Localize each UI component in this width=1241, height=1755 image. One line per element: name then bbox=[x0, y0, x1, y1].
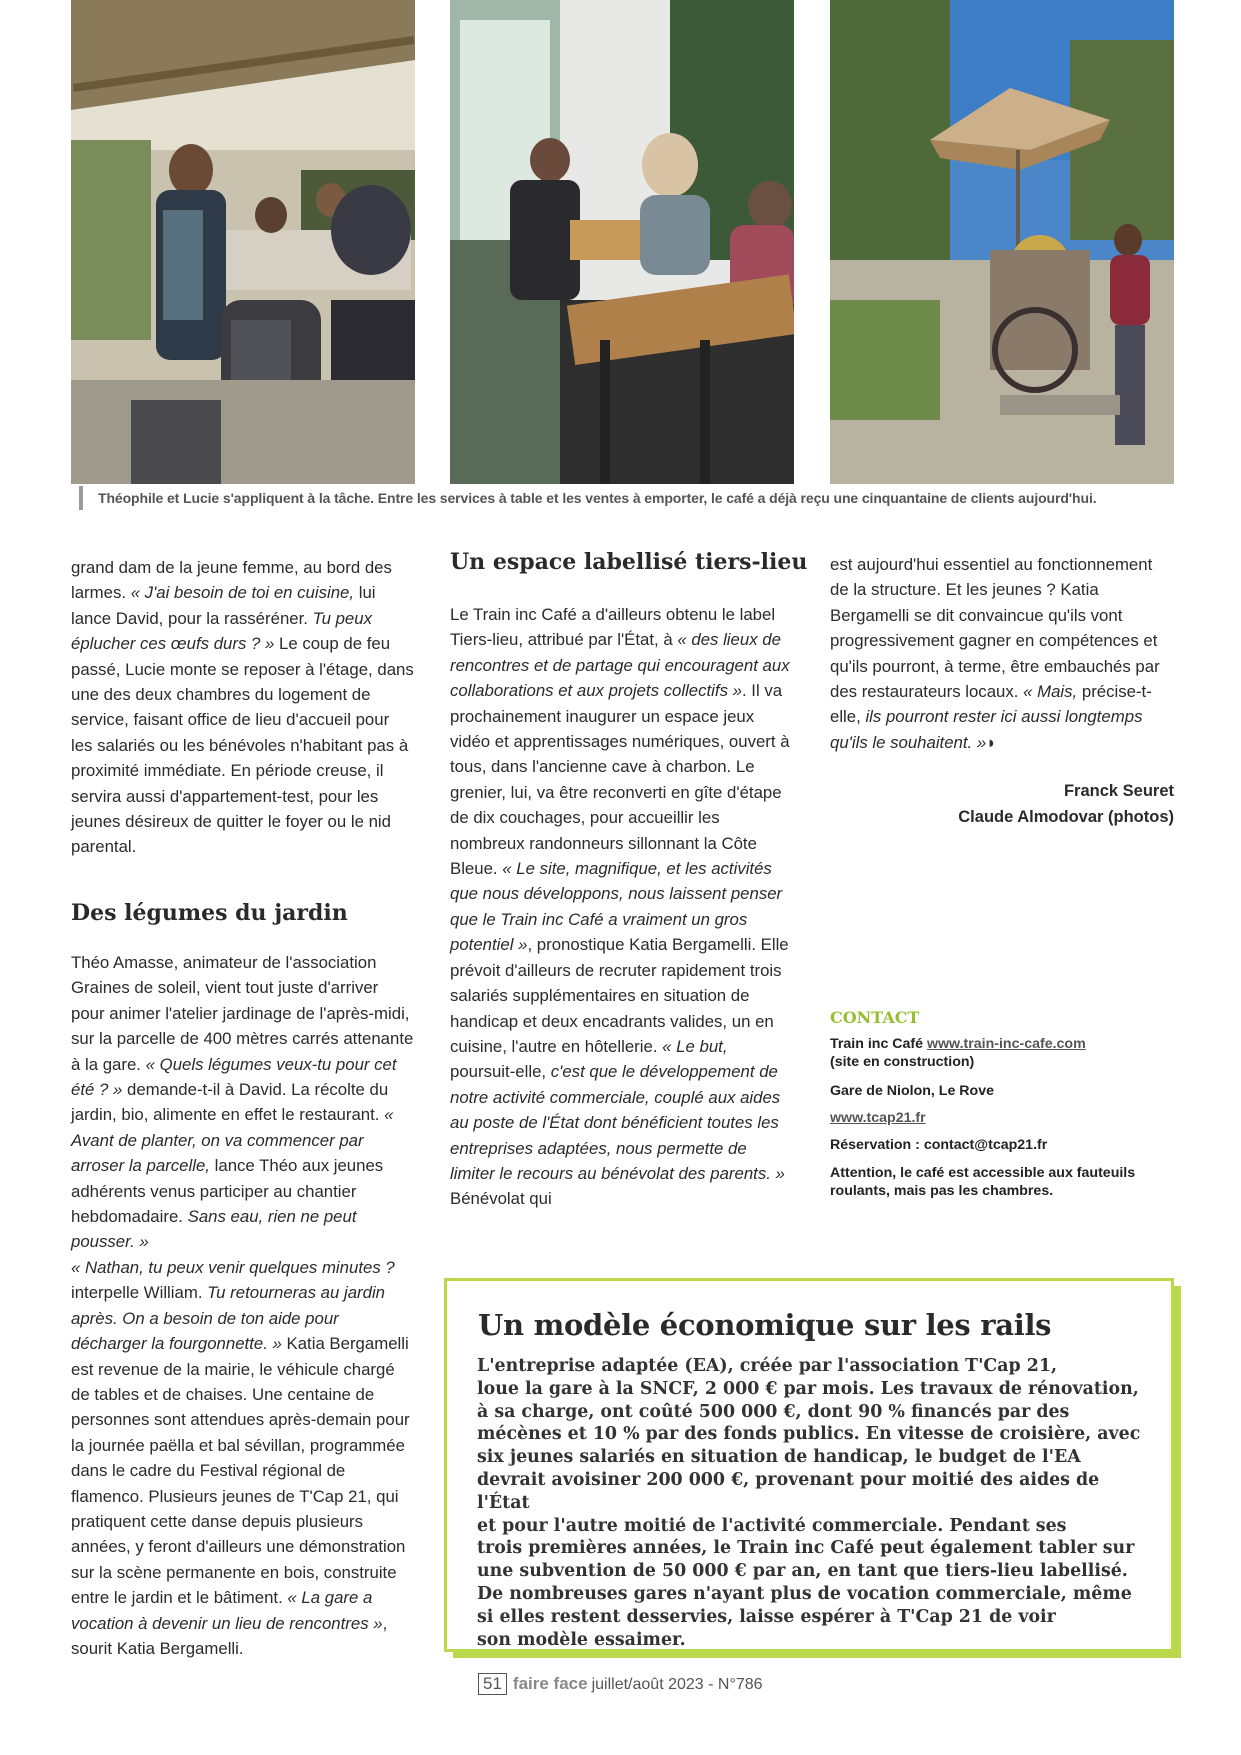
contact-site-note: (site en construction) bbox=[830, 1054, 975, 1070]
box-title: Un modèle économique sur les rails bbox=[478, 1308, 1052, 1342]
magazine-brand: faire face bbox=[512, 1674, 588, 1693]
box-line: si elles restent desservies, laisse espérer à T'Cap 21 de voir bbox=[477, 1606, 1056, 1627]
contact-cafe: Train inc Café www.train-inc-cafe.com bbox=[830, 1036, 1086, 1052]
end-mark-icon: ◗ bbox=[986, 732, 997, 752]
paragraph: grand dam de la jeune femme, au bord des larmes. « J'ai besoin de toi en cuisine, lui lance David, pour la rasséréner. Tu peux éplucher ces œufs durs ? » Le coup de feu passé, Lucie monte se reposer à l'étage, dans une des deux chambres du logement de service, faisant office de lieu d'accueil pour les salariés ou les bénévoles n'habitant pas à proximité immédiate. En période creuse, il servira aussi d'appartement-test, pour les jeunes désireux de quitter le foyer ou le nid parental. bbox=[71, 558, 414, 857]
box-line: devrait avoisiner 200 000 €, provenant pour moitié des aides de l'État bbox=[477, 1469, 1100, 1513]
box-line: De nombreuses gares n'ayant plus de vocation commerciale, même bbox=[477, 1583, 1132, 1604]
issue-info: juillet/août 2023 - N°786 bbox=[591, 1676, 763, 1693]
paragraph: Théo Amasse, animateur de l'association Graines de soleil, vient tout juste d'arriver pour animer l'atelier jardinage de l'après-midi, sur la parcelle de 400 mètres carrés attenante à la gare. « Quels légumes veux-tu pour cet été ? » demande-t-il à David. La récolte du jardin, bio, alimente en effet le restaurant. « Avant de planter, on va commencer par arroser la parcelle, lance Théo aux jeunes adhérents venus participer au chantier hebdomadaire. Sans eau, rien ne peut pousser. » bbox=[71, 953, 414, 1252]
section-heading-tiers-lieu: Un espace labellisé tiers-lieu bbox=[450, 549, 808, 575]
contact-title: CONTACT bbox=[830, 1008, 920, 1027]
box-text bbox=[477, 1355, 1153, 1651]
section-heading-legumes: Des légumes du jardin bbox=[71, 900, 348, 926]
cafe-website-link[interactable]: www.train-inc-cafe.com bbox=[926, 1036, 1086, 1052]
author-name: Franck Seuret bbox=[1063, 782, 1174, 800]
photo-caption: Théophile et Lucie s'appliquent à la tâche. Entre les services à table et les ventes à emporter, le café a déjà reçu une cinquantaine de clients aujourd'hui. bbox=[98, 490, 1097, 506]
contact-accessibility-note: Attention, le café est accessible aux fauteuils roulants, mais pas les chambres. bbox=[830, 1165, 1136, 1199]
box-line: L'entreprise adaptée (EA), créée par l'association T'Cap 21, bbox=[477, 1356, 1058, 1376]
box-line: mécènes et 10 % par des fonds publics. En vitesse de croisière, avec bbox=[477, 1424, 1141, 1445]
box-line: et pour l'autre moitié de l'activité commerciale. Pendant ses bbox=[477, 1515, 1067, 1536]
caption-marker bbox=[79, 486, 83, 510]
photo-terrace-service bbox=[71, 0, 415, 484]
article-column-2 bbox=[450, 602, 796, 1212]
article-column-1 bbox=[71, 555, 415, 860]
paragraph: est aujourd'hui essentiel au fonctionnement de la structure. Et les jeunes ? Katia Bergamelli se dit convaincue qu'ils vont progressivement gagner en compétences et qu'ils pourront, à terme, être embauchés par des restaurateurs locaux. « Mais, précise-t-elle, ils pourront rester ici aussi longtemps qu'ils le souhaitent. »◗ bbox=[830, 555, 1160, 752]
contact-address: Gare de Niolon, Le Rove bbox=[830, 1083, 994, 1099]
page-footer bbox=[478, 1673, 763, 1695]
paragraph: Le Train inc Café a d'ailleurs obtenu le label Tiers-lieu, attribué par l'État, à « des lieux de rencontres et de partage qui encouragent aux collaborations et aux projets collectifs ». Il va prochainement inaugurer un espace jeux vidéo et apprentissages numériques, ouvert à tous, dans l'ancienne cave à charbon. Le grenier, lui, va être reconverti en gîte d'étape de dix couchages, pour accueillir les nombreux randonneurs sillonnant la Côte Bleue. « Le site, magnifique, et les activités que nous développons, nous laissent penser que le Train inc Café a vraiment un gros potentiel », pronostique Katia Bergamelli. Elle prévoit d'ailleurs de recruter rapidement trois salariés supplémentaires en situation de handicap et deux encadrants valides, un en cuisine, l'autre en hôtellerie. « Le but, poursuit-elle, c'est que le développement de notre activité commerciale, couplé aux aides au poste de l'État dont bénéficient toutes les entreprises adaptées, nous permette de limiter le recours au bénévolat des parents. » Bénévolat qui bbox=[450, 605, 790, 1209]
box-line: six jeunes salariés en situation de handicap, le budget de l'EA bbox=[477, 1447, 1081, 1468]
article-column-1-continued bbox=[71, 950, 415, 1661]
box-line: son modèle essaimer. bbox=[477, 1629, 686, 1650]
box-line: loue la gare à la SNCF, 2 000 € par mois. Les travaux de rénovation, bbox=[477, 1378, 1139, 1399]
contact-reservation: Réservation : contact@tcap21.fr bbox=[830, 1137, 1048, 1153]
article-column-3 bbox=[830, 552, 1174, 755]
box-line: à sa charge, ont coûté 500 000 €, dont 90 % financés par des bbox=[477, 1401, 1070, 1422]
box-line: trois premières années, le Train inc Café peut également tabler sur bbox=[477, 1538, 1135, 1559]
photo-indoor-dining bbox=[450, 0, 794, 484]
page-number: 51 bbox=[478, 1673, 507, 1695]
contact-website[interactable]: www.tcap21.fr bbox=[830, 1110, 926, 1126]
photographer-credit: Claude Almodovar (photos) bbox=[958, 808, 1174, 826]
box-line: une subvention de 50 000 € par an, en tant que tiers-lieu labellisé. bbox=[477, 1561, 1128, 1582]
photo-outdoor-cart bbox=[830, 0, 1174, 484]
paragraph: « Nathan, tu peux venir quelques minutes ? interpelle William. Tu retourneras au jardin après. On a besoin de ton aide pour décharger la fourgonnette. » Katia Bergamelli est revenue de la mairie, le véhicule chargé de tables et de chaises. Une centaine de personnes sont attendues après-demain pour la journée paëlla et bal sévillan, programmée dans le cadre du Festival régional de flamenco. Plusieurs jeunes de T'Cap 21, qui pratiquent cette danse depuis plusieurs années, y feront d'ailleurs une démonstration sur la scène permanente en bois, construite entre le jardin et le bâtiment. « La gare a vocation à devenir un lieu de rencontres », sourit Katia Bergamelli. bbox=[71, 1257, 410, 1658]
